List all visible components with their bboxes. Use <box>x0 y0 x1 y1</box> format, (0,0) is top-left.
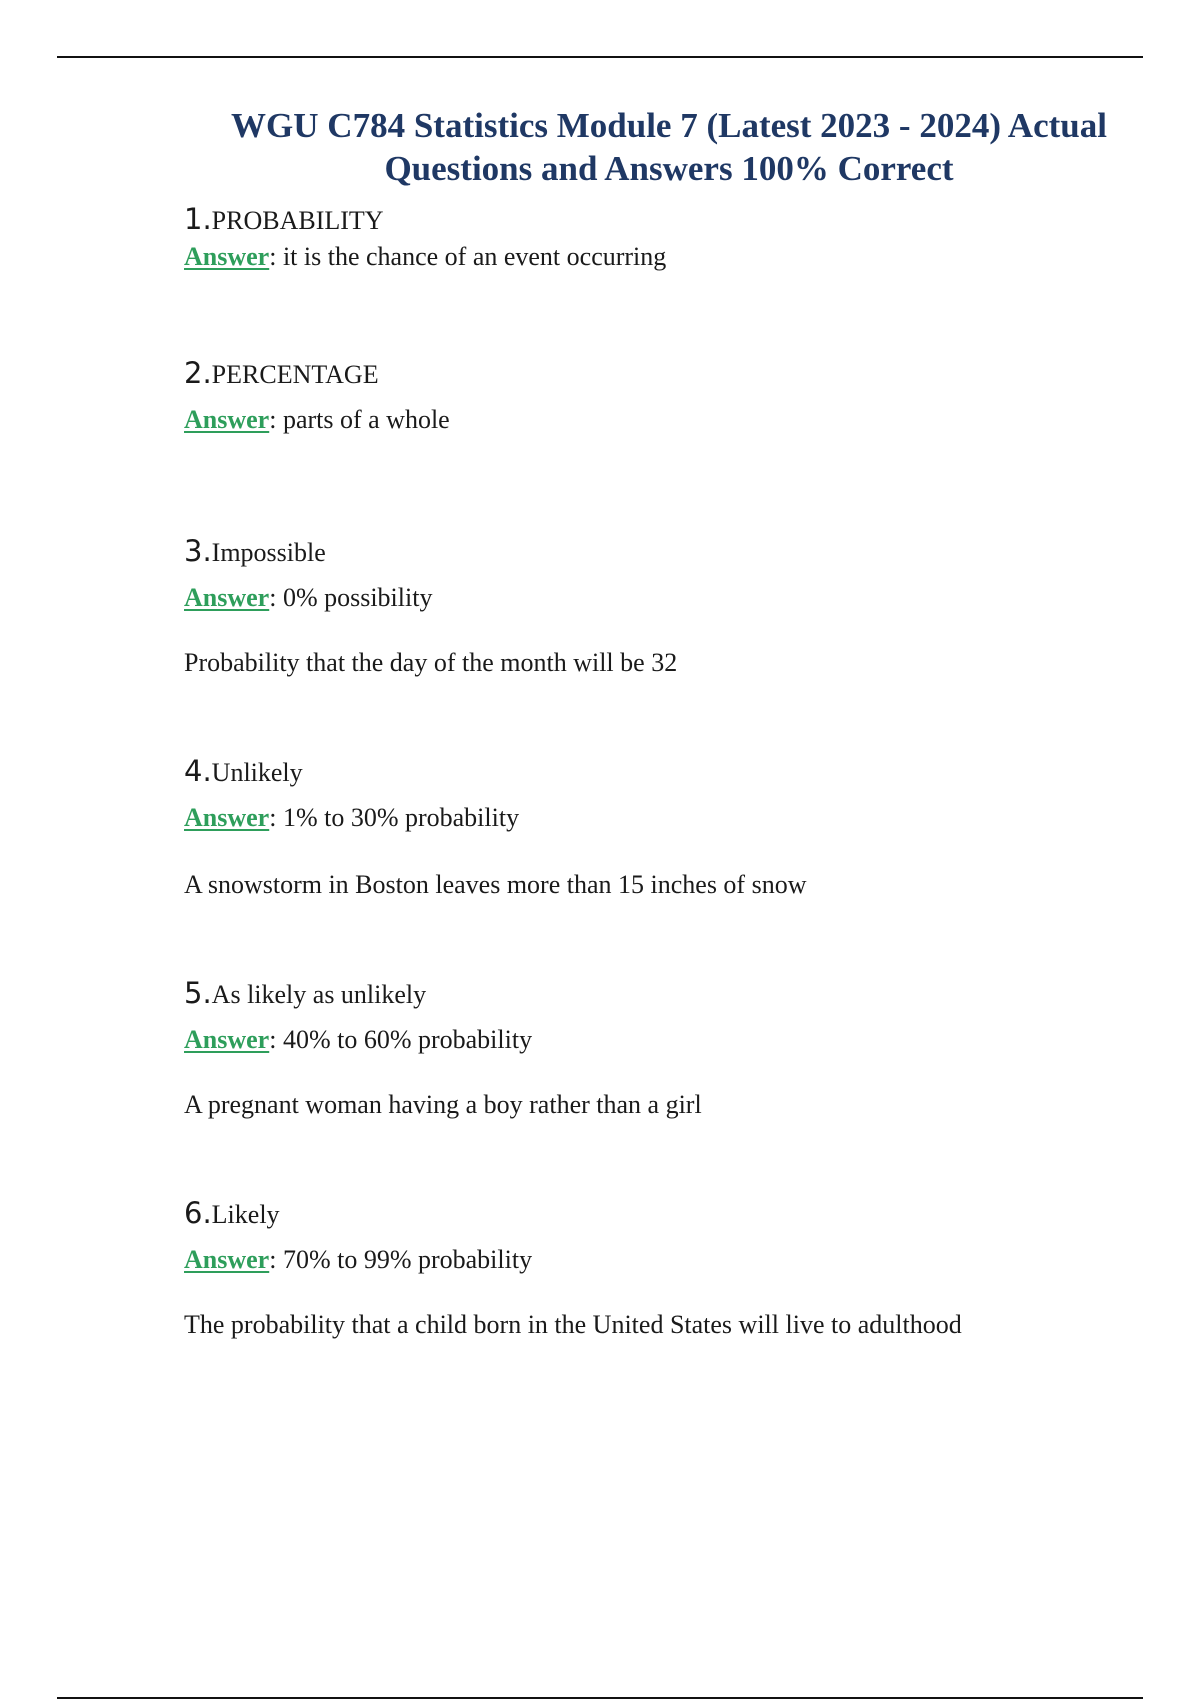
example-text: A snowstorm in Boston leaves more than 15 inches of snow <box>184 870 807 899</box>
answer-label: Answer <box>184 242 270 271</box>
answer-text: : parts of a whole <box>269 405 450 434</box>
answer-text: : it is the chance of an event occurring <box>269 242 667 271</box>
question-1 <box>184 203 1144 273</box>
question-term: PROBABILITY <box>211 206 384 235</box>
question-term: Likely <box>211 1200 280 1229</box>
answer-text: : 1% to 30% probability <box>269 803 520 832</box>
question-3 <box>184 535 1144 679</box>
question-number: 4. <box>184 754 212 788</box>
answer-text: : 70% to 99% probability <box>269 1245 533 1274</box>
title-line-1: WGU C784 Statistics Module 7 (Latest 2023 - 2024) Actual <box>231 106 1107 145</box>
question-number: 5. <box>184 976 212 1010</box>
example-text: A pregnant woman having a boy rather than a girl <box>184 1090 702 1119</box>
question-5 <box>184 977 1144 1121</box>
question-4 <box>184 755 1144 901</box>
title-line-2: Questions and Answers 100% Correct <box>384 149 954 188</box>
answer-text: : 40% to 60% probability <box>269 1025 533 1054</box>
example-text: The probability that a child born in the United States will live to adulthood <box>184 1310 962 1339</box>
question-term: As likely as unlikely <box>211 980 427 1009</box>
question-number: 2. <box>184 356 212 390</box>
question-6 <box>184 1197 1144 1341</box>
question-number: 1. <box>184 202 212 236</box>
question-term: Unlikely <box>211 758 303 787</box>
document-title <box>184 104 1154 190</box>
question-number: 3. <box>184 534 212 568</box>
question-number: 6. <box>184 1196 212 1230</box>
top-rule <box>57 56 1143 58</box>
question-term: Impossible <box>211 538 326 567</box>
question-2 <box>184 357 1144 436</box>
bottom-rule <box>57 1697 1143 1699</box>
answer-text: : 0% possibility <box>269 583 433 612</box>
answer-label: Answer <box>184 1245 270 1274</box>
example-text: Probability that the day of the month will be 32 <box>184 648 678 677</box>
answer-label: Answer <box>184 405 270 434</box>
answer-label: Answer <box>184 1025 270 1054</box>
answer-label: Answer <box>184 803 270 832</box>
answer-label: Answer <box>184 583 270 612</box>
question-term: PERCENTAGE <box>211 360 379 389</box>
